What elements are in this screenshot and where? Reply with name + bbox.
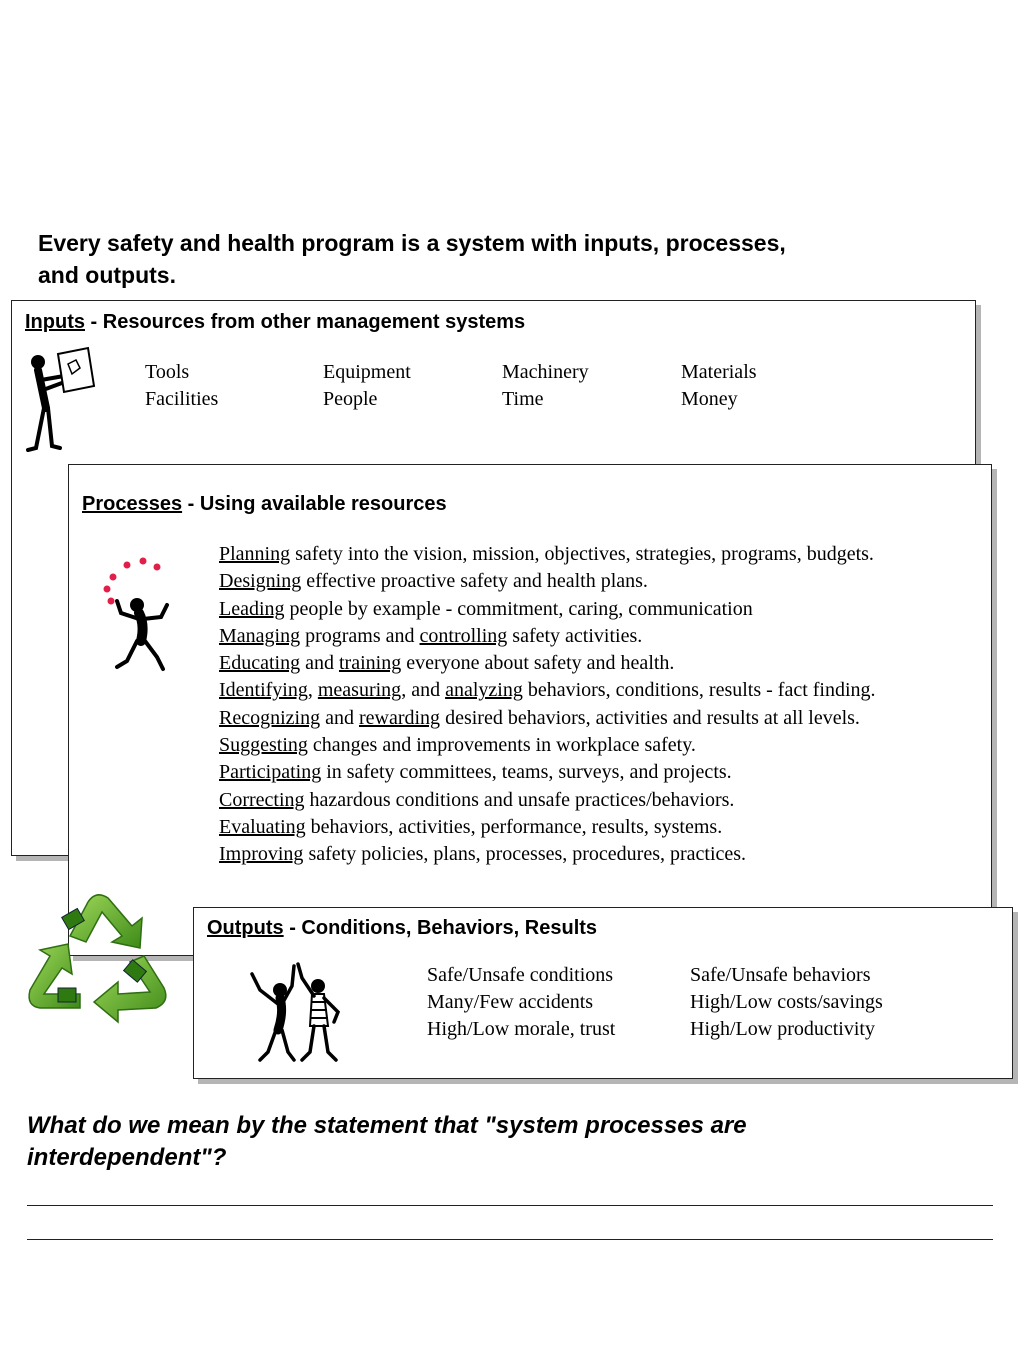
process-item: Correcting hazardous conditions and unsafe practices/behaviors. — [219, 788, 735, 811]
processes-title-keyword: Processes — [82, 493, 183, 515]
process-item: Managing programs and controlling safety activities. — [219, 624, 643, 647]
process-item: Leading people by example - commitment, caring, communication — [219, 597, 753, 620]
outputs-item: Safe/Unsafe conditions — [427, 964, 614, 986]
processes-title-rest: - Using available resources — [182, 493, 447, 515]
inputs-title-rest: - Resources from other management systems — [85, 311, 526, 333]
inputs-item: People — [323, 388, 378, 410]
inputs-item: Materials — [681, 361, 757, 383]
outputs-title — [207, 917, 597, 940]
outputs-item: Many/Few accidents — [427, 991, 594, 1013]
outputs-title-rest: - Conditions, Behaviors, Results — [283, 917, 598, 939]
process-item: Evaluating behaviors, activities, performance, results, systems. — [219, 815, 723, 838]
stick-figures-celebrating-icon — [242, 960, 352, 1068]
inputs-item: Money — [681, 388, 738, 410]
outputs-item: High/Low morale, trust — [427, 1018, 616, 1040]
outputs-item: Safe/Unsafe behaviors — [690, 964, 871, 986]
process-item: Recognizing and rewarding desired behaviors, activities and results at all levels. — [219, 706, 860, 729]
process-item: Designing effective proactive safety and health plans. — [219, 570, 648, 593]
processes-title — [82, 493, 447, 516]
inputs-item: Facilities — [145, 388, 219, 410]
recycle-arrows-icon — [22, 884, 172, 1026]
process-item: Identifying, measuring, and analyzing behaviors, conditions, results - fact finding. — [219, 679, 876, 702]
answer-line[interactable] — [27, 1205, 993, 1206]
question-text — [27, 1110, 987, 1174]
process-list — [219, 541, 876, 869]
inputs-title — [25, 311, 525, 334]
outputs-item: High/Low productivity — [690, 1018, 875, 1040]
inputs-item: Time — [502, 388, 544, 410]
inputs-title-keyword: Inputs — [25, 311, 85, 333]
process-item: Planning safety into the vision, mission, objectives, strategies, programs, budgets. — [219, 543, 874, 565]
process-item: Suggesting changes and improvements in workplace safety. — [219, 734, 696, 757]
process-item: Improving safety policies, plans, processes, procedures, practices. — [219, 843, 747, 866]
page-heading — [38, 227, 938, 291]
stick-figure-juggling-icon — [103, 557, 183, 677]
process-item: Participating in safety committees, teams, surveys, and projects. — [219, 761, 732, 784]
processes-box — [68, 464, 992, 956]
inputs-item: Tools — [145, 361, 190, 383]
question-line-2: interdependent"? — [27, 1144, 227, 1171]
inputs-item: Equipment — [323, 361, 411, 383]
answer-line[interactable] — [27, 1239, 993, 1240]
stick-figure-holding-box-icon — [24, 346, 104, 456]
page-heading-line-2: and outputs. — [38, 262, 176, 288]
page-heading-line-1: Every safety and health program is a system with inputs, processes, — [38, 230, 786, 256]
process-item: Educating and training everyone about safety and health. — [219, 652, 675, 675]
outputs-box — [193, 907, 1013, 1079]
outputs-item: High/Low costs/savings — [690, 991, 883, 1013]
inputs-item: Machinery — [502, 361, 589, 383]
outputs-title-keyword: Outputs — [207, 917, 284, 939]
question-line-1: What do we mean by the statement that "system processes are — [27, 1112, 747, 1139]
